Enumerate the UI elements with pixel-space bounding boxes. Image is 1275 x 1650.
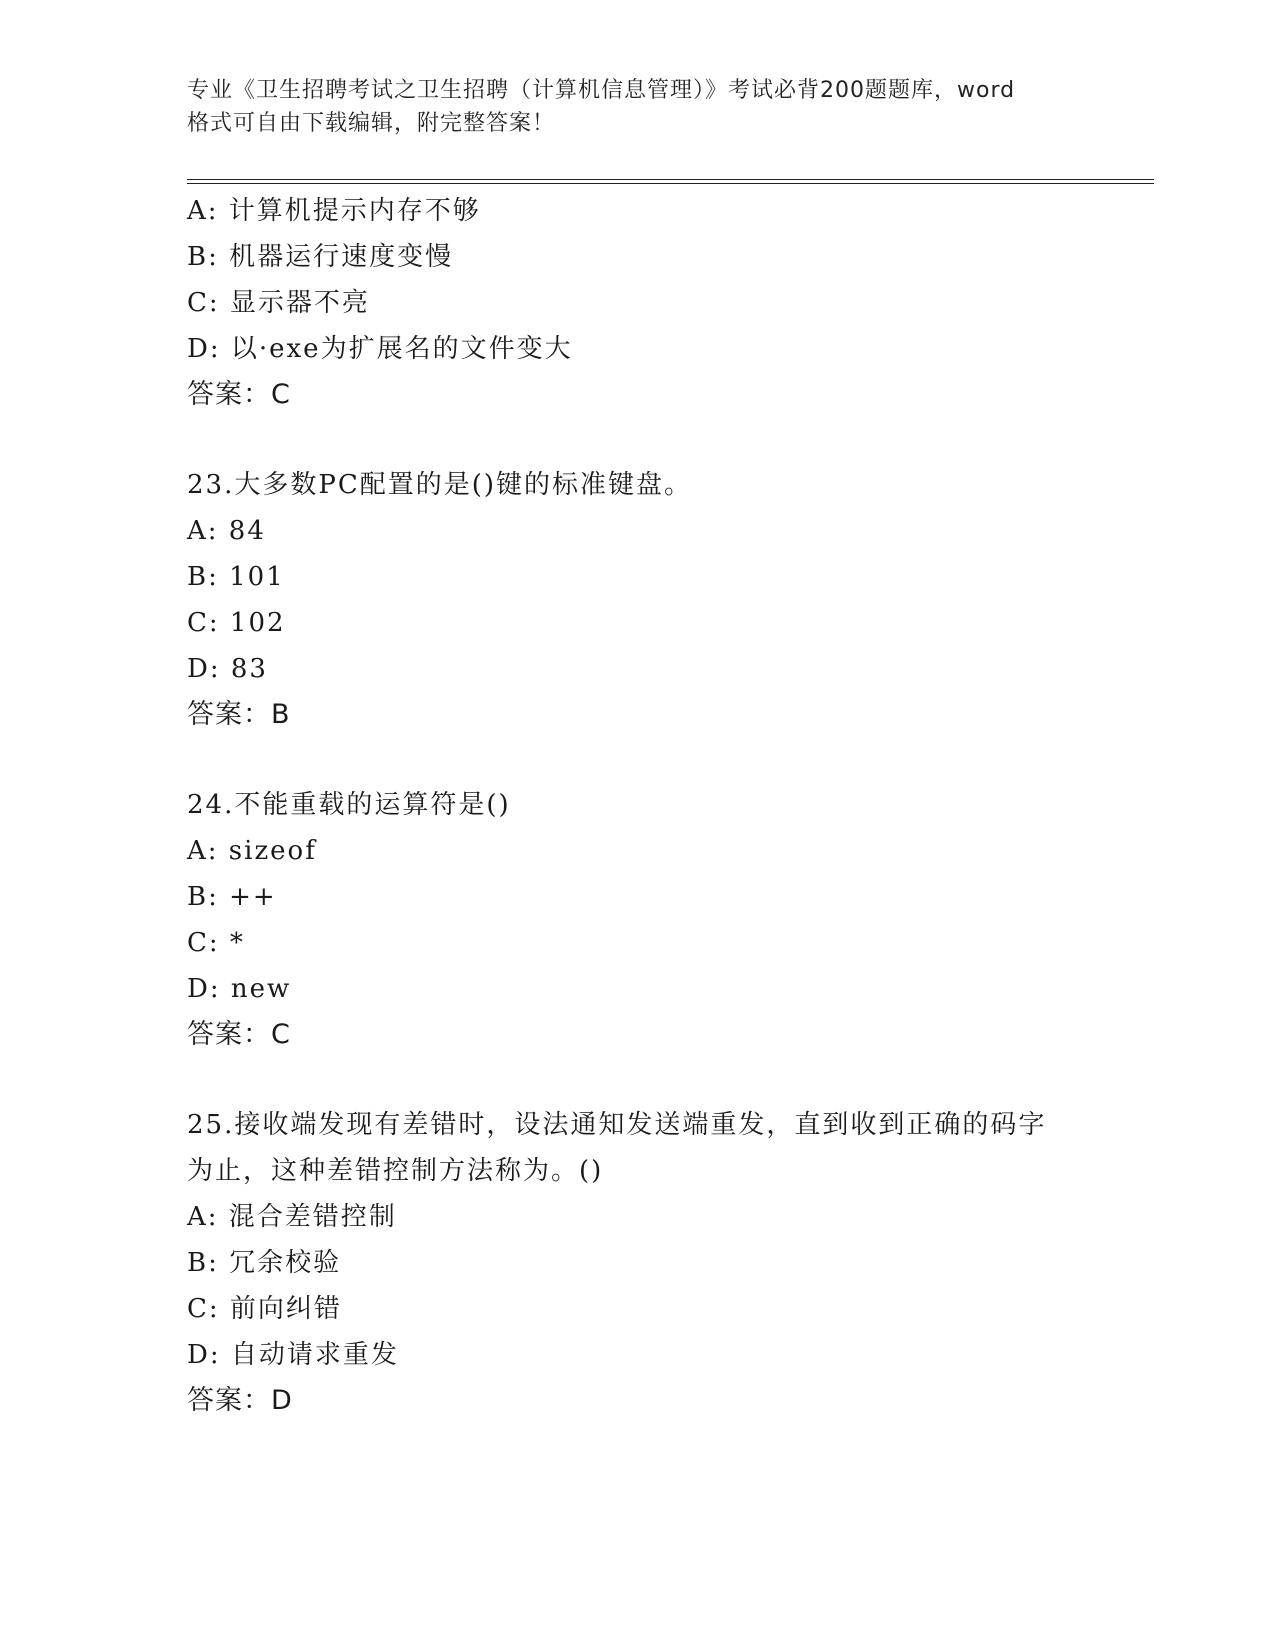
question-text-line-2: 为止，这种差错控制方法称为。() (187, 1156, 604, 1186)
option-a: A: 84 (187, 516, 266, 546)
document-header (187, 74, 1087, 140)
option-c: C: * (187, 928, 245, 958)
question-23 (187, 462, 1147, 738)
question-text: 24.不能重载的运算符是() (187, 790, 511, 820)
question-24 (187, 782, 1147, 1058)
option-b: B: 冗余校验 (187, 1248, 342, 1278)
option-d: D: 83 (187, 654, 268, 684)
spacer (187, 418, 1147, 462)
question-list (187, 188, 1147, 1424)
question-text-line-1: 25.接收端发现有差错时，设法通知发送端重发，直到收到正确的码字 (187, 1110, 1047, 1140)
header-divider-bottom (187, 183, 1154, 184)
answer: 答案：C (187, 379, 291, 410)
option-b: B: 机器运行速度变慢 (187, 242, 454, 272)
option-c: C: 102 (187, 608, 286, 638)
option-c: C: 显示器不亮 (187, 288, 370, 318)
header-divider-top (187, 179, 1154, 180)
answer: 答案：B (187, 699, 291, 730)
answer: 答案：D (187, 1385, 293, 1416)
option-a: A: 混合差错控制 (187, 1202, 397, 1232)
option-d: D: 自动请求重发 (187, 1340, 399, 1370)
header-line-2: 格式可自由下载编辑，附完整答案！ (187, 111, 556, 136)
spacer (187, 738, 1147, 782)
question-text: 23.大多数PC配置的是()键的标准键盘。 (187, 470, 693, 500)
header-line-1: 专业《卫生招聘考试之卫生招聘（计算机信息管理）》考试必背200题题库，word (187, 78, 1016, 103)
option-a: A: 计算机提示内存不够 (187, 196, 481, 226)
option-b: B: 101 (187, 562, 285, 592)
answer: 答案：C (187, 1019, 291, 1050)
option-b: B: ++ (187, 882, 277, 912)
question-22 (187, 188, 1147, 418)
option-a: A: sizeof (187, 836, 317, 866)
option-c: C: 前向纠错 (187, 1294, 342, 1324)
option-d: D: new (187, 974, 292, 1004)
option-d: D: 以·exe为扩展名的文件变大 (187, 334, 573, 364)
spacer (187, 1058, 1147, 1102)
question-25 (187, 1102, 1147, 1424)
